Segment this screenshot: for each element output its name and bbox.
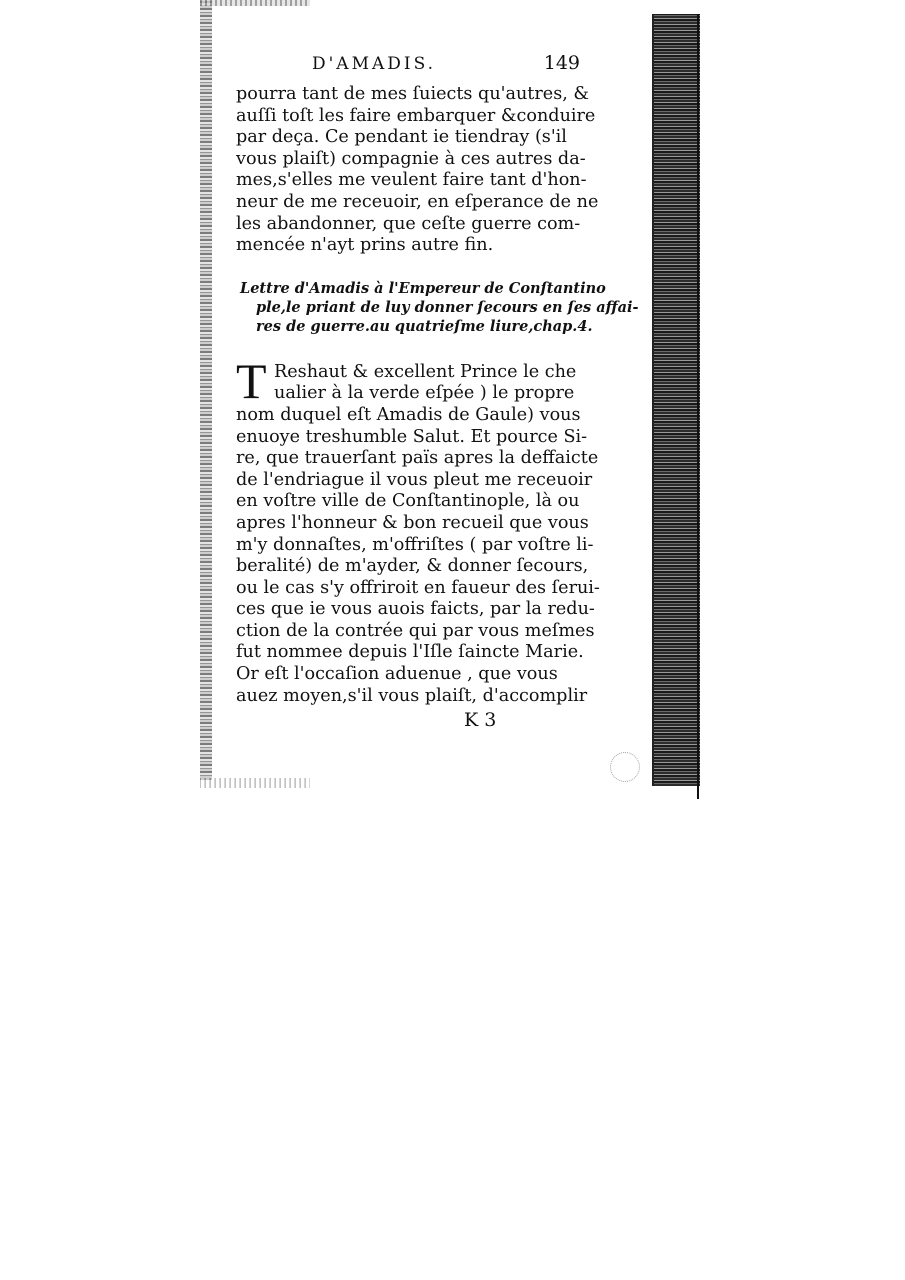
letter-line: fut nommee depuis l'Iſle ſaincte Marie. [236, 642, 584, 663]
page-block-right [652, 14, 700, 786]
text-line: auſſi toſt les faire embarquer &conduire [236, 105, 596, 126]
text-line: neur de me receuoir, en eſperance de ne [236, 191, 599, 212]
page-header [236, 50, 580, 84]
letter-line: ces que ie vous auois faicts, par la redu- [236, 599, 595, 620]
text-line: les abandonner, que ceſte guerre com- [236, 213, 581, 234]
letter-line: en voſtre ville de Conſtantinople, là ou [236, 491, 580, 512]
heading-line: ple,le priant de luy donner ſecours en ſes affai- [256, 298, 639, 316]
letter-heading [236, 279, 639, 336]
letter-line: ou le cas s'y offriroit en faueur des ſerui- [236, 577, 600, 598]
scan-noise-bottom [200, 778, 310, 788]
letter-line: de l'endriague il vous pleut me receuoir [236, 469, 593, 490]
signature-row [236, 709, 576, 737]
binding-edge-left [200, 0, 212, 780]
letter-line: m'y donnaſtes, m'offriſtes ( par voſtre li- [236, 534, 594, 555]
letter-line: re, que trauerſant païs apres la deffaicte [236, 448, 599, 469]
signature-mark: K 3 [464, 709, 497, 732]
letter-line: auez moyen,s'il vous plaiſt, d'accomplir [236, 685, 588, 706]
letter-line: Or eſt l'occaſion aduenue , que vous [236, 664, 558, 685]
drop-cap: T [236, 352, 267, 409]
letter-line: enuoye treshumble Salut. Et pource Si- [236, 426, 588, 447]
text-line: vous plaiſt) compagnie à ces autres da- [236, 148, 586, 169]
opening-paragraph [236, 84, 599, 257]
text-line: pourra tant de mes ſuiects qu'autres, & [236, 84, 590, 104]
scan-noise-top [200, 0, 310, 6]
page-number: 149 [543, 52, 580, 74]
letter-line: Reshaut & excellent Prince le che [274, 361, 577, 382]
paper-speck [610, 752, 640, 782]
letter-line: ction de la contrée qui par vous meſmes [236, 620, 595, 641]
letter-line: apres l'honneur & bon recueil que vous [236, 512, 589, 533]
letter-line: beralité) de m'ayder, & donner ſecours, [236, 556, 589, 577]
text-line: mes,s'elles me veulent faire tant d'hon- [236, 170, 587, 191]
letter-body [236, 352, 600, 708]
page-edge-line [697, 14, 699, 799]
text-line: par deça. Ce pendant ie tiendray (s'il [236, 127, 567, 148]
text-line: mencée n'ayt prins autre fin. [236, 235, 494, 256]
letter-line: ualier à la verde eſpée ) le propre [274, 383, 575, 404]
heading-line: Lettre d'Amadis à l'Empereur de Conſtantino [240, 279, 606, 297]
running-title: D'AMADIS. [312, 54, 437, 74]
letter-line: nom duquel eſt Amadis de Gaule) vous [236, 404, 581, 425]
text-block [236, 50, 639, 737]
heading-line: res de guerre.au quatrieſme liure,chap.4. [256, 317, 593, 335]
